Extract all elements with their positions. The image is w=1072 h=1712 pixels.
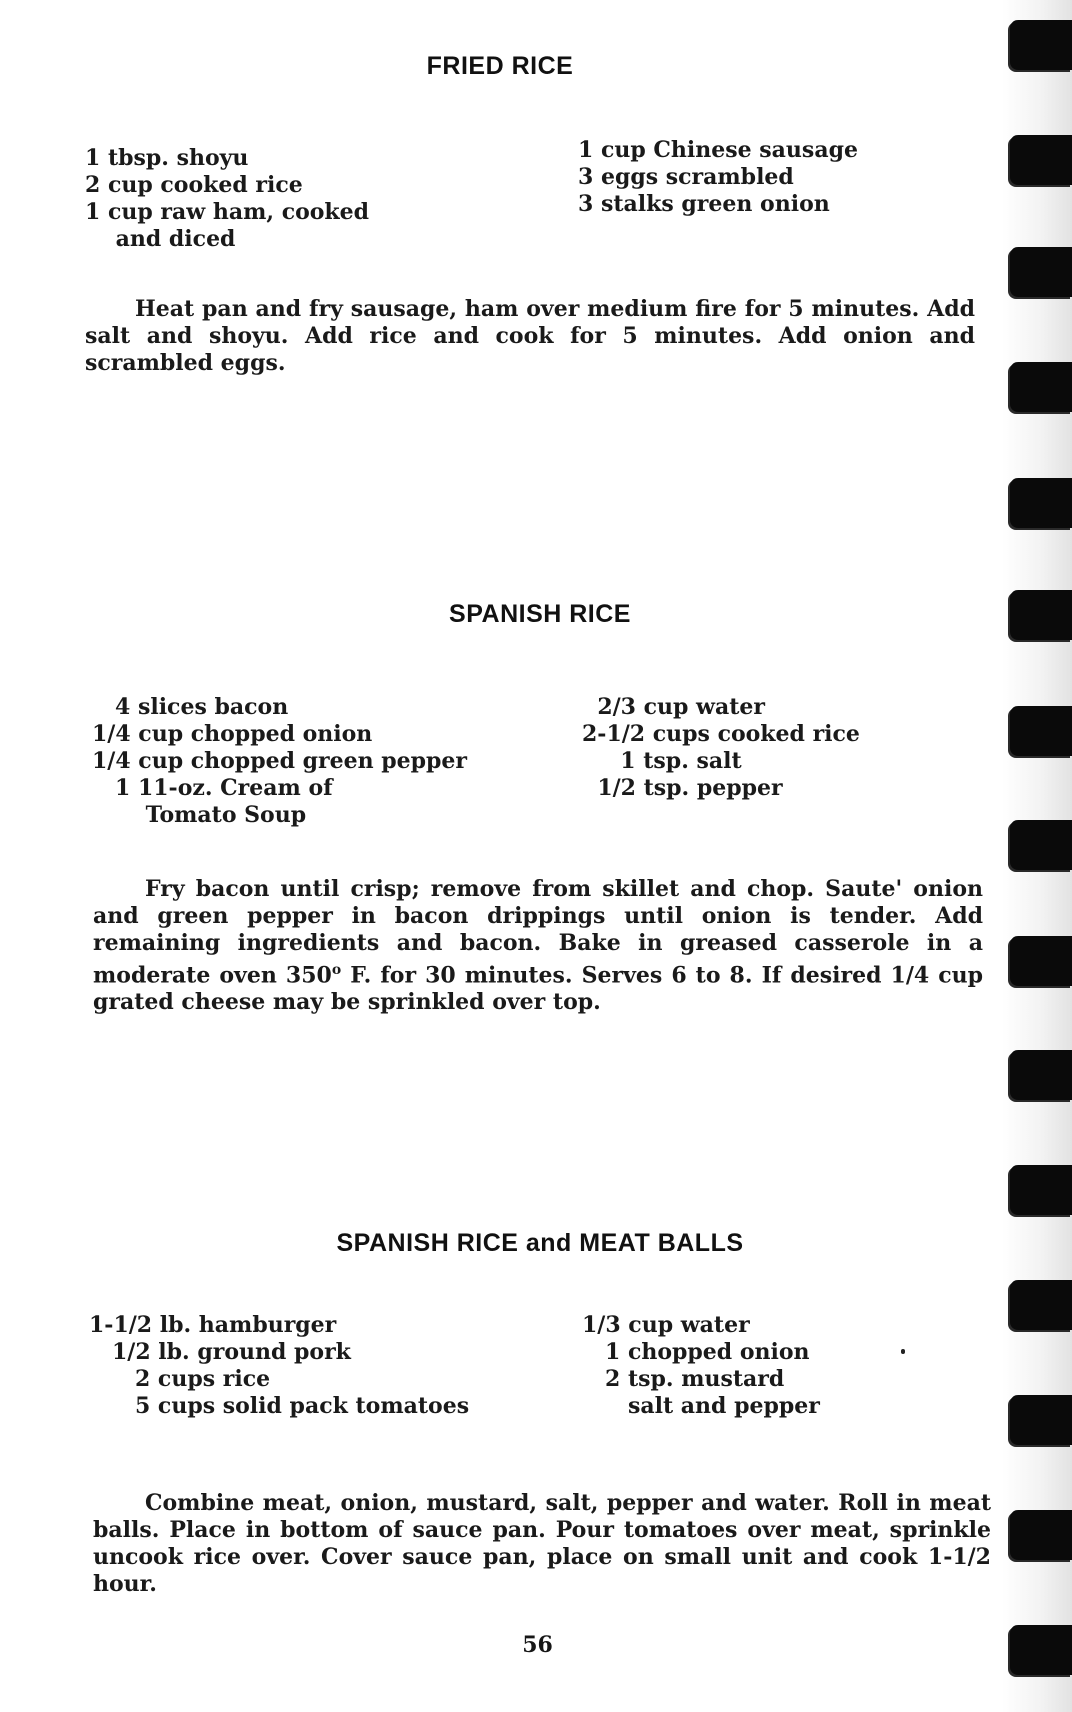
ingredient: 2/3 cup water [582, 694, 766, 720]
binding-ring [1010, 135, 1072, 185]
ingredient: 1 tbsp. shoyu [85, 145, 249, 171]
ingredients-right-fried-rice [578, 137, 858, 218]
spiral-binding [1002, 0, 1072, 1712]
degree-symbol: o [331, 962, 342, 978]
directions-text: Heat pan and fry sausage, ham over medium fire for 5 minutes. Add salt and shoyu. Add rice and cook for 5 minutes. Add onion and scrambled eggs. [85, 296, 975, 376]
ink-speck [901, 1349, 905, 1354]
ingredient: 1 11-oz. Cream of [92, 775, 333, 801]
binding-ring [1010, 1280, 1072, 1330]
ingredient: 1/3 cup water [582, 1312, 750, 1338]
binding-ring [1010, 706, 1072, 756]
binding-ring [1010, 1625, 1072, 1675]
ingredient: 3 eggs scrambled [578, 164, 794, 190]
ingredient: 2 cups rice [89, 1366, 271, 1392]
ingredient: Tomato Soup [92, 802, 307, 828]
directions-fried-rice [85, 296, 975, 377]
directions-text: F. for 30 minutes. Serves 6 to 8. If desired 1/4 cup grated cheese may be sprinkled over top. [93, 962, 983, 1016]
ingredient: 2 tsp. mustard [582, 1366, 785, 1392]
directions-text: Combine meat, onion, mustard, salt, pepper and water. Roll in meat balls. Place in bottom of sauce pan. Pour tomatoes over meat, sprinkle uncook rice over. Cover sauce pan, place on small unit and cook 1-1/2 hour. [93, 1490, 991, 1597]
ingredients-left-meat-balls [89, 1312, 469, 1420]
ingredients-left-spanish-rice [92, 694, 467, 829]
binding-ring [1010, 362, 1072, 412]
binding-ring [1010, 820, 1072, 870]
ingredient: salt and pepper [582, 1393, 820, 1419]
ingredients-left-fried-rice [85, 145, 369, 253]
recipe-title-spanish-rice-meat-balls: SPANISH RICE and MEAT BALLS [336, 1229, 744, 1257]
ingredient: 1/4 cup chopped green pepper [92, 748, 467, 774]
ingredient: 2-1/2 cups cooked rice [582, 721, 860, 747]
ingredient: 1/2 lb. ground pork [89, 1339, 351, 1365]
binding-ring [1010, 247, 1072, 297]
directions-spanish-rice [93, 876, 983, 1016]
ingredient: 1/4 cup chopped onion [92, 721, 373, 747]
recipe-title-fried-rice: FRIED RICE [426, 52, 574, 80]
ingredient: and diced [85, 226, 236, 252]
page-number: 56 [522, 1632, 553, 1658]
binding-ring [1010, 478, 1072, 528]
ingredient: 2 cup cooked rice [85, 172, 303, 198]
ingredient: 1-1/2 lb. hamburger [89, 1312, 337, 1338]
binding-ring [1010, 1050, 1072, 1100]
ingredient: 3 stalks green onion [578, 191, 830, 217]
ingredients-right-meat-balls [582, 1312, 820, 1420]
recipe-title-spanish-rice: SPANISH RICE [449, 600, 631, 628]
ingredient: 1 cup raw ham, cooked [85, 199, 370, 225]
binding-ring [1010, 1395, 1072, 1445]
directions-meat-balls [93, 1490, 991, 1598]
directions-text: Fry bacon until crisp; remove from skillet and chop. Saute' onion and green pepper in bacon drippings until onion is tender. Add remaining ingredients and bacon. Bake in greased casserole in a moderate oven 350 [93, 876, 983, 989]
ingredient: 1 chopped onion [582, 1339, 810, 1365]
binding-ring [1010, 1165, 1072, 1215]
ingredient: 5 cups solid pack tomatoes [89, 1393, 470, 1419]
binding-ring [1010, 936, 1072, 986]
ingredient: 4 slices bacon [92, 694, 289, 720]
ingredients-right-spanish-rice [582, 694, 860, 802]
binding-ring [1010, 590, 1072, 640]
binding-ring [1010, 20, 1072, 70]
ingredient: 1 cup Chinese sausage [578, 137, 858, 163]
ingredient: 1/2 tsp. pepper [582, 775, 783, 801]
ingredient: 1 tsp. salt [582, 748, 742, 774]
binding-ring [1010, 1510, 1072, 1560]
